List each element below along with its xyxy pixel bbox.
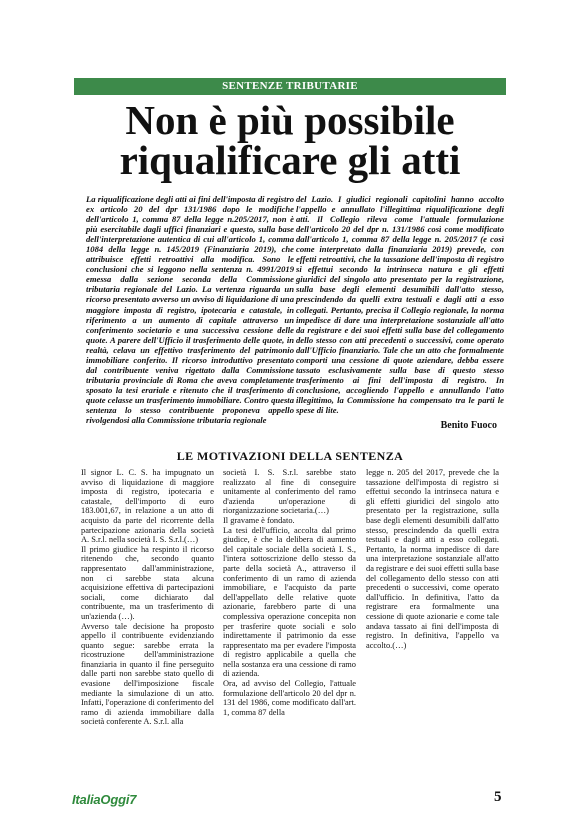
headline-line-2: riqualificare gli atti xyxy=(119,137,461,183)
article-column-3 xyxy=(366,468,499,650)
column-paragraph: società I. S. S.r.l. sarebbe stato realizzato al fine di conseguire unitamente al conferimento del ramo d'azienda un'operazione di riorganizzazione societaria.(…) xyxy=(223,468,356,516)
headline-line-1: Non è più possibile xyxy=(125,97,455,143)
section-title: LE MOTIVAZIONI DELLA SENTENZA xyxy=(176,449,404,463)
page-number: 5 xyxy=(494,789,502,805)
publication-logo: ItaliaOggi7 xyxy=(72,792,137,807)
column-paragraph: legge n. 205 del 2017, prevede che la tassazione dell'imposta di registro si effettui secondo la intrinseca natura e gli effetti giuridici del singolo atto presentato per la registrazione, sulla base degli elementi desumibili dall'atto stesso, prescindendo da quelli extra testuali e dagli atti a esso collegati. Pertanto, la norma impedisce di dare una interpretazione sostanziale all'atto da registrare e dei suoi effetti sulla base del collegamento dello stesso con atti precedenti o successivi, come operato dall'ufficio. In definitiva, l'atto da registrare era formalmente una cessione di quote azionarie e come tale andava tassato ai fini dell'imposta di registro. In definitiva, l'appello va accolto.(…) xyxy=(366,468,499,650)
column-paragraph: Avverso tale decisione ha proposto appello il contribuente evidenziando quanto segue: sarebbe errata la ricostruzione dell'amministrazione finanziaria in quanto il fine perseguito dalle parti non sarebbe stato quello di evasione dell'imposizione fiscale mediante la simulazione di un atto. Infatti, l'operazione di conferimento del ramo di azienda immobiliare dalla società conferente A. S.r.l. alla xyxy=(81,621,214,727)
lead-paragraph-left: La riqualificazione degli atti ai fini dell'imposta di registro ex articolo 20 del dpr 131/1986 dopo le modifiche dell'articolo 1, comma 87 della legge n.205/2017, non è più esercitabile dagli uffici finanziari e questo, sulla base dell'interpretazione autentica di cui all'articolo 1, comma 1084 della legge n. 145/2019 (Finanziaria 2019), che attribuisce effetti retroattivi alla modifica. Sono le conclusioni che si leggono nella sentenza n. 4991/2019 emessa dalla sezione seconda della Commissione tributaria regionale del Lazio. La vertenza riguarda un ricorso presentato avverso un avviso di liquidazione di una maggiore imposta di registro, ipotecaria e catastale, in riferimento a un aumento di capitale attraverso un conferimento societario e una successiva cessione delle quote. A parere dell'Ufficio il trasferimento delle quote, in realtà, celava un effettivo trasferimento del patrimonio immobiliare conferito. Il ricorso introduttivo presentato dal contribuente veniva rigettato dalla Commissione tributaria provinciale di Roma che aveva completamente sposato la tesi erariale e ritenuto che il trasferimento di quote celasse un trasferimento immobiliare. Contro questa sentenza lo stesso contribuente proponeva appello rivolgendosi alla Commissione tributaria regionale xyxy=(86,194,294,426)
column-paragraph: La tesi dell'ufficio, accolta dal primo giudice, è che la delibera di aumento del capitale sociale della società I. S., l'intera sottoscrizione dello stesso da parte della società A., attraverso il conferimento di un ramo di azienda immobiliare, e l'acquisto da parte dell'appellato delle relative quote azionarie, farebbero parte di una complessiva operazione concepita non per trasferire quote sociali e solo indirettamente il patrimonio da esse rappresentato ma per evadere l'imposta di registro applicabile a quella che nella sostanza era una cessione di ramo di azienda. xyxy=(223,525,356,679)
section-label-banner: SENTENZE TRIBUTARIE xyxy=(74,78,506,95)
column-paragraph: Ora, ad avviso del Collegio, l'attuale formulazione dell'articolo 20 del dpr n. 131 del 1986, come modificato dall'art. 1, comma 87 della xyxy=(223,679,356,717)
column-paragraph: Il gravame è fondato. xyxy=(223,515,295,525)
article-column-1 xyxy=(81,468,214,727)
article-column-2 xyxy=(223,468,356,717)
column-paragraph: Il signor L. C. S. ha impugnato un avviso di liquidazione di maggiore imposta di registro, ipotecaria e catastale, dell'importo di euro 183.001,67, in relazione a un atto di acquisto da parte del ricorrente della partecipazione azionaria della società A. S.r.l. nella società I. S. S.r.l.(…) xyxy=(81,468,214,545)
lead-paragraph-right: del Lazio. I giudici regionali capitolini hanno accolto l'appello e annullato l'illegittima riqualificazione degli atti. Il Collegio rileva come l'attuale formulazione dell'articolo 20 del dpr n. 131/1986 così come modificato dall'articolo 1, comma 87 della legge n. 205/2017 (e così come interpretato dalla finanziaria 2019) prevede, con effetti retroattivi, che la tassazione dell'imposta di registro si effettui secondo la intrinseca natura e gli effetti giuridici del singolo atto presentato per la registrazione, sulla base degli elementi desumibili dall'atto stesso, prescindendo da quelli extra testuali e dagli atti a esso collegati. Pertanto, precisa il Collegio regionale, la norma impedisce di dare una interpretazione sostanziale all'atto da registrare e dei suoi effetti sulla base del collegamento dello stesso con atti precedenti o successivi, come operato dall'Ufficio finanziario. Tale che un atto che formalmente comporti una cessione di quote aziendare, debba essere tassato esclusivamente sulla base di questo stesso trasferimento ai fini dell'imposta di registro. In conclusione, accogliendo l'appello e annullando l'atto illegittimo, la Commissione ha compensato tra le parti le spese di lite. xyxy=(296,194,504,415)
column-paragraph: Il primo giudice ha respinto il ricorso ritenendo che, secondo quanto rappresentato dall'amministrazione, non ci sarebbe stata alcuna acquisizione effettiva di partecipazioni sociali, come dichiarato dal contribuente, ma un trasferimento di un'azienda (…). xyxy=(81,544,214,621)
headline xyxy=(74,97,506,183)
author-signature: Benito Fuoco xyxy=(440,420,497,431)
